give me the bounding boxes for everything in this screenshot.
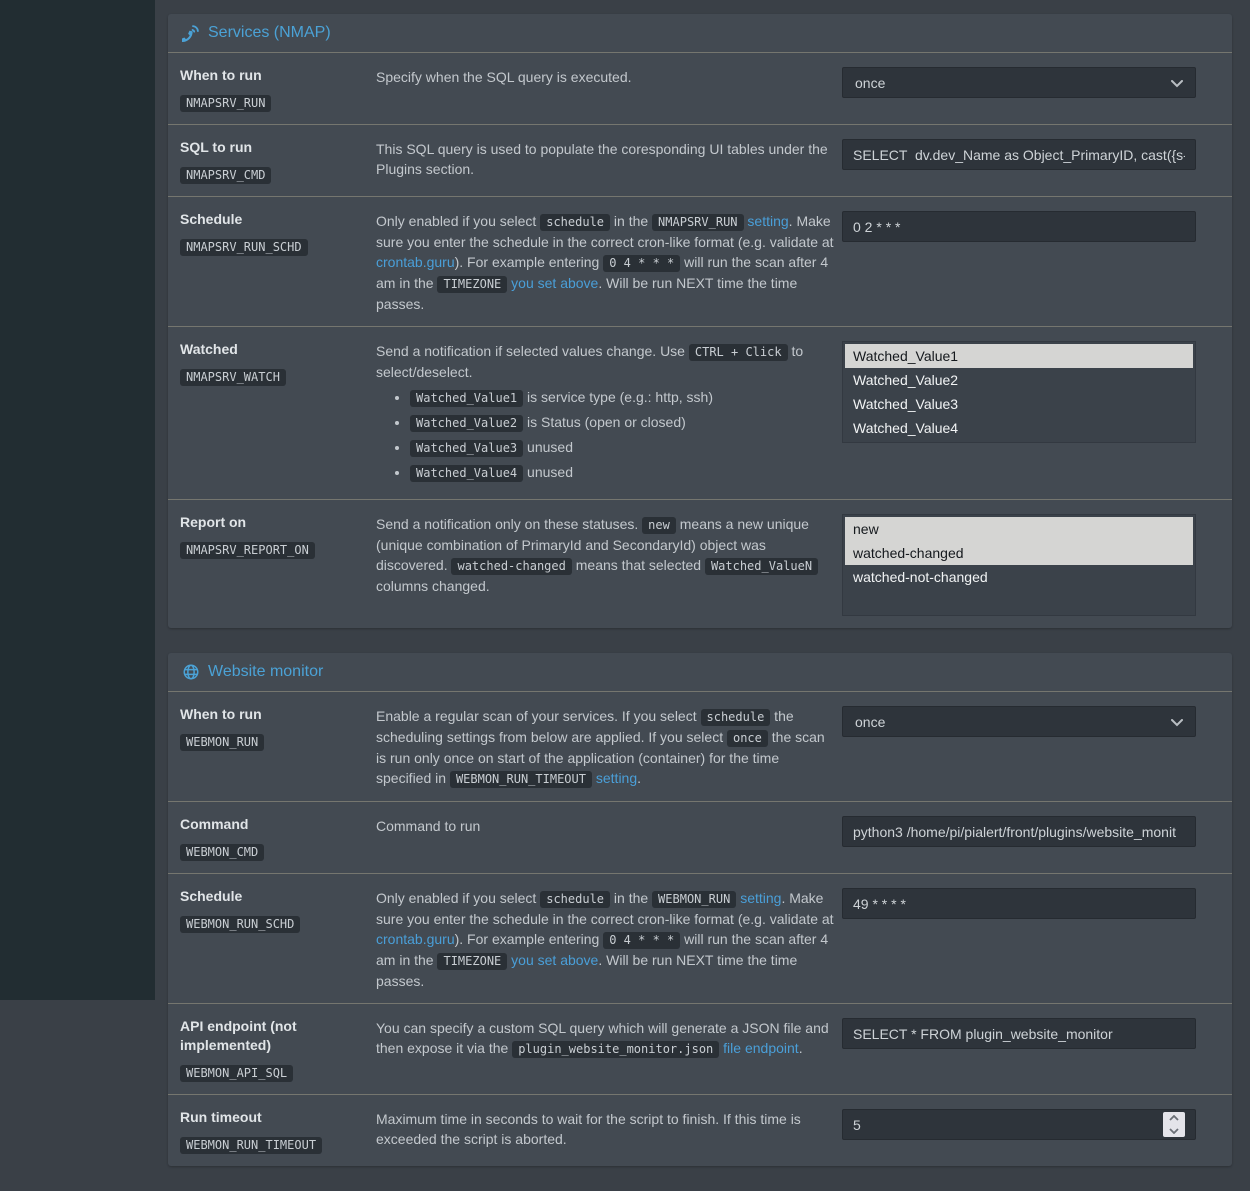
inline-code: Watched_ValueN <box>705 558 818 575</box>
description-text: . <box>798 1040 803 1056</box>
setting-control-cell <box>842 887 1196 991</box>
setting-row-webmon_run <box>168 692 1232 801</box>
setting-description <box>376 705 836 789</box>
setting-control-cell <box>842 66 1196 112</box>
description-text: in the <box>610 890 653 906</box>
inline-code: schedule <box>540 214 610 231</box>
setting-row-nmapsrv_run_schd <box>168 196 1232 326</box>
description-text: is Status (open or closed) <box>523 414 686 430</box>
select-option[interactable]: watched-not-changed <box>853 569 988 585</box>
panel-website-monitor <box>168 653 1232 1166</box>
setting-description <box>376 1017 836 1082</box>
setting-label-cell <box>180 138 370 184</box>
setting-label: When to run <box>180 706 262 722</box>
setting-control-cell <box>842 1108 1196 1154</box>
setting-key-badge: NMAPSRV_CMD <box>180 167 271 184</box>
setting-control-cell <box>842 1017 1196 1082</box>
description-text: is service type (e.g.: http, ssh) <box>523 389 714 405</box>
description-text: in the <box>610 213 653 229</box>
setting-label-cell <box>180 887 370 991</box>
inline-code: Watched_Value2 <box>410 415 523 432</box>
description-text: This SQL query is used to populate the coresponding UI tables under the Plugins section. <box>376 141 828 177</box>
setting-label-cell <box>180 705 370 789</box>
select-option[interactable]: Watched_Value4 <box>853 420 959 436</box>
setting-control-cell <box>842 513 1196 616</box>
description-text: to select/deselect. <box>376 343 804 380</box>
chevron-down-icon <box>1171 75 1183 91</box>
setting-row-nmapsrv_report_on <box>168 499 1232 628</box>
inline-code: 0 4 * * * <box>603 255 680 272</box>
setting-key-badge: WEBMON_RUN <box>180 734 264 751</box>
webmon-run-select[interactable] <box>842 706 1196 737</box>
setting-key-badge: WEBMON_CMD <box>180 844 264 861</box>
select-value: once <box>855 713 886 730</box>
panel-header <box>168 653 1232 692</box>
setting-key-wrap <box>180 85 370 112</box>
description-text: Send a notification if selected values change. Use <box>376 343 689 359</box>
setting-key-wrap <box>180 1127 370 1154</box>
setting-label-cell <box>180 210 370 314</box>
setting-label: When to run <box>180 67 262 83</box>
spinner-up-button[interactable] <box>1163 1112 1185 1125</box>
setting-row-webmon_cmd <box>168 801 1232 873</box>
setting-description <box>376 815 836 861</box>
description-text: unused <box>523 439 573 455</box>
setting-row-nmapsrv_watch <box>168 326 1232 499</box>
setting-control-cell <box>842 210 1196 314</box>
description-text: ). For example entering <box>454 254 604 270</box>
setting-key-wrap <box>180 1055 370 1082</box>
setting-description-paragraph <box>376 888 836 991</box>
inline-code: new <box>642 517 676 534</box>
webmon-cmd-input[interactable] <box>842 816 1196 847</box>
inline-link[interactable]: setting <box>747 213 789 229</box>
setting-label: Schedule <box>180 888 243 904</box>
setting-description-bullets <box>376 387 836 483</box>
inline-link[interactable]: setting <box>740 890 782 906</box>
setting-label-cell <box>180 340 370 487</box>
setting-label: Command <box>180 816 249 832</box>
setting-description-paragraph <box>376 706 836 789</box>
inline-link[interactable]: crontab.guru <box>376 931 455 947</box>
select-option[interactable]: new <box>845 517 1193 541</box>
setting-description-paragraph <box>376 1109 836 1149</box>
bullet-item <box>410 412 836 433</box>
description-text: Send a notification only on these statuses. <box>376 516 643 532</box>
description-text: . Make sure you enter the schedule in the correct cron-like format (e.g. validate at <box>376 213 834 250</box>
inline-code: TIMEZONE <box>437 276 507 293</box>
setting-description-paragraph <box>376 67 836 87</box>
setting-key-badge: NMAPSRV_RUN <box>180 95 271 112</box>
nmapsrv-report-on-select[interactable] <box>842 514 1196 616</box>
inline-code: Watched_Value4 <box>410 465 523 482</box>
setting-label: Watched <box>180 341 238 357</box>
setting-row-webmon_run_timeout <box>168 1094 1232 1166</box>
setting-description <box>376 340 836 487</box>
description-text: You can specify a custom SQL query which will generate a JSON file and then expose it via the <box>376 1020 829 1056</box>
description-text: . Will be run NEXT time the time passes. <box>376 275 798 312</box>
number-input-wrap <box>842 1109 1196 1140</box>
setting-description-paragraph <box>376 1018 836 1059</box>
setting-row-nmapsrv_cmd <box>168 124 1232 196</box>
setting-key-wrap <box>180 359 370 386</box>
setting-key-badge: WEBMON_RUN_SCHD <box>180 916 300 933</box>
nmapsrv-cmd-input[interactable] <box>842 139 1196 170</box>
inline-link[interactable]: setting <box>595 770 638 786</box>
select-option[interactable]: watched-changed <box>845 541 1193 565</box>
description-text: the scan is run only once on start of the application (container) for the time specified in <box>376 729 825 786</box>
inline-link[interactable]: you set above <box>511 952 599 968</box>
setting-label: Report on <box>180 514 247 530</box>
setting-description-paragraph <box>376 211 836 314</box>
setting-key-wrap <box>180 532 370 559</box>
setting-row-nmapsrv_run <box>168 53 1232 124</box>
webmon-api-sql-input[interactable] <box>842 1018 1196 1049</box>
select-option[interactable]: Watched_Value3 <box>853 396 959 412</box>
setting-row-webmon_api_sql <box>168 1003 1232 1094</box>
webmon-run-schd-input[interactable] <box>842 888 1196 919</box>
setting-description-paragraph <box>376 139 836 179</box>
bullet-item <box>410 387 836 408</box>
description-text: Only enabled if you select <box>376 213 541 229</box>
description-text: means that selected <box>571 557 705 573</box>
sidebar <box>0 0 155 1000</box>
setting-description <box>376 66 836 112</box>
inline-code: WEBMON_RUN_TIMEOUT <box>450 771 592 788</box>
description-text: means a new unique (unique combination of PrimaryId and SecondaryId) object was discovered. <box>376 516 809 573</box>
description-text: columns changed. <box>376 578 490 594</box>
description-text: ). For example entering <box>454 931 604 947</box>
description-text: will run the scan after 4 am in the <box>376 931 829 968</box>
inline-code: Watched_Value1 <box>410 390 523 407</box>
setting-control-cell <box>842 340 1196 487</box>
setting-key-wrap <box>180 906 370 933</box>
setting-label: Run timeout <box>180 1109 262 1125</box>
select-option[interactable]: Watched_Value1 <box>845 344 1193 368</box>
setting-description <box>376 1108 836 1154</box>
phone-volume-icon <box>182 24 200 42</box>
setting-row-webmon_run_schd <box>168 873 1232 1003</box>
settings-content <box>155 0 1250 1191</box>
select-value: once <box>855 74 886 91</box>
inline-code: schedule <box>701 709 771 726</box>
setting-label-cell <box>180 513 370 616</box>
setting-label: API endpoint (not implemented) <box>180 1018 297 1053</box>
setting-description-paragraph <box>376 514 836 596</box>
setting-key-badge: WEBMON_RUN_TIMEOUT <box>180 1137 322 1154</box>
number-spinner <box>1163 1112 1185 1137</box>
setting-key-wrap <box>180 229 370 256</box>
description-text: . Will be run NEXT time the time passes. <box>376 952 798 989</box>
setting-key-wrap <box>180 157 370 184</box>
inline-link[interactable]: crontab.guru <box>376 254 455 270</box>
description-text: will run the scan after 4 am in the <box>376 254 829 291</box>
globe-icon <box>182 663 200 681</box>
setting-control-cell <box>842 705 1196 789</box>
setting-control-cell <box>842 138 1196 184</box>
inline-code: plugin_website_monitor.json <box>512 1041 719 1058</box>
setting-control-cell <box>842 815 1196 861</box>
nmapsrv-run-schd-input[interactable] <box>842 211 1196 242</box>
inline-code: TIMEZONE <box>437 953 507 970</box>
description-text: Maximum time in seconds to wait for the script to finish. If this time is exceeded the script is aborted. <box>376 1111 801 1147</box>
inline-code: WEBMON_RUN <box>652 891 736 908</box>
setting-label: Schedule <box>180 211 243 227</box>
setting-key-wrap <box>180 724 370 751</box>
setting-description <box>376 138 836 184</box>
setting-label-cell <box>180 66 370 112</box>
description-text: . <box>637 770 642 786</box>
bullet-item <box>410 437 836 458</box>
panel-services-nmap <box>168 14 1232 628</box>
panel-title: Website monitor <box>208 663 324 680</box>
setting-description-paragraph <box>376 341 836 382</box>
setting-label-cell <box>180 815 370 861</box>
setting-key-badge: NMAPSRV_REPORT_ON <box>180 542 315 559</box>
chevron-down-icon <box>1171 714 1183 730</box>
setting-key-badge: NMAPSRV_RUN_SCHD <box>180 239 308 256</box>
description-text: Specify when the SQL query is executed. <box>376 69 632 85</box>
setting-label-cell <box>180 1017 370 1082</box>
description-text: Enable a regular scan of your services. If you select <box>376 708 701 724</box>
nmapsrv-run-select[interactable] <box>842 67 1196 98</box>
inline-link[interactable]: file endpoint <box>723 1040 799 1056</box>
webmon-run-timeout-input[interactable] <box>842 1109 1196 1140</box>
select-option[interactable]: Watched_Value2 <box>853 372 959 388</box>
spinner-down-button[interactable] <box>1163 1125 1185 1138</box>
description-text: . Make sure you enter the schedule in the correct cron-like format (e.g. validate at <box>376 890 834 927</box>
setting-description <box>376 887 836 991</box>
panel-header <box>168 14 1232 53</box>
setting-label: SQL to run <box>180 139 253 155</box>
description-text: unused <box>523 464 573 480</box>
inline-code: Watched_Value3 <box>410 440 523 457</box>
description-text: the scheduling settings from below are applied. If you select <box>376 708 794 745</box>
inline-code: 0 4 * * * <box>603 932 680 949</box>
inline-code: NMAPSRV_RUN <box>652 214 743 231</box>
setting-label-cell <box>180 1108 370 1154</box>
inline-code: schedule <box>540 891 610 908</box>
inline-code: once <box>727 730 768 747</box>
setting-description <box>376 210 836 314</box>
inline-link[interactable]: you set above <box>511 275 599 291</box>
inline-code: watched-changed <box>451 558 571 575</box>
setting-key-wrap <box>180 834 370 861</box>
setting-description <box>376 513 836 616</box>
description-text: Only enabled if you select <box>376 890 541 906</box>
description-text: Command to run <box>376 818 481 834</box>
nmapsrv-watch-select[interactable] <box>842 341 1196 443</box>
inline-code: CTRL + Click <box>689 344 788 361</box>
panel-title: Services (NMAP) <box>208 24 331 41</box>
setting-key-badge: WEBMON_API_SQL <box>180 1065 293 1082</box>
bullet-item <box>410 462 836 483</box>
setting-key-badge: NMAPSRV_WATCH <box>180 369 286 386</box>
setting-description-paragraph <box>376 816 836 836</box>
